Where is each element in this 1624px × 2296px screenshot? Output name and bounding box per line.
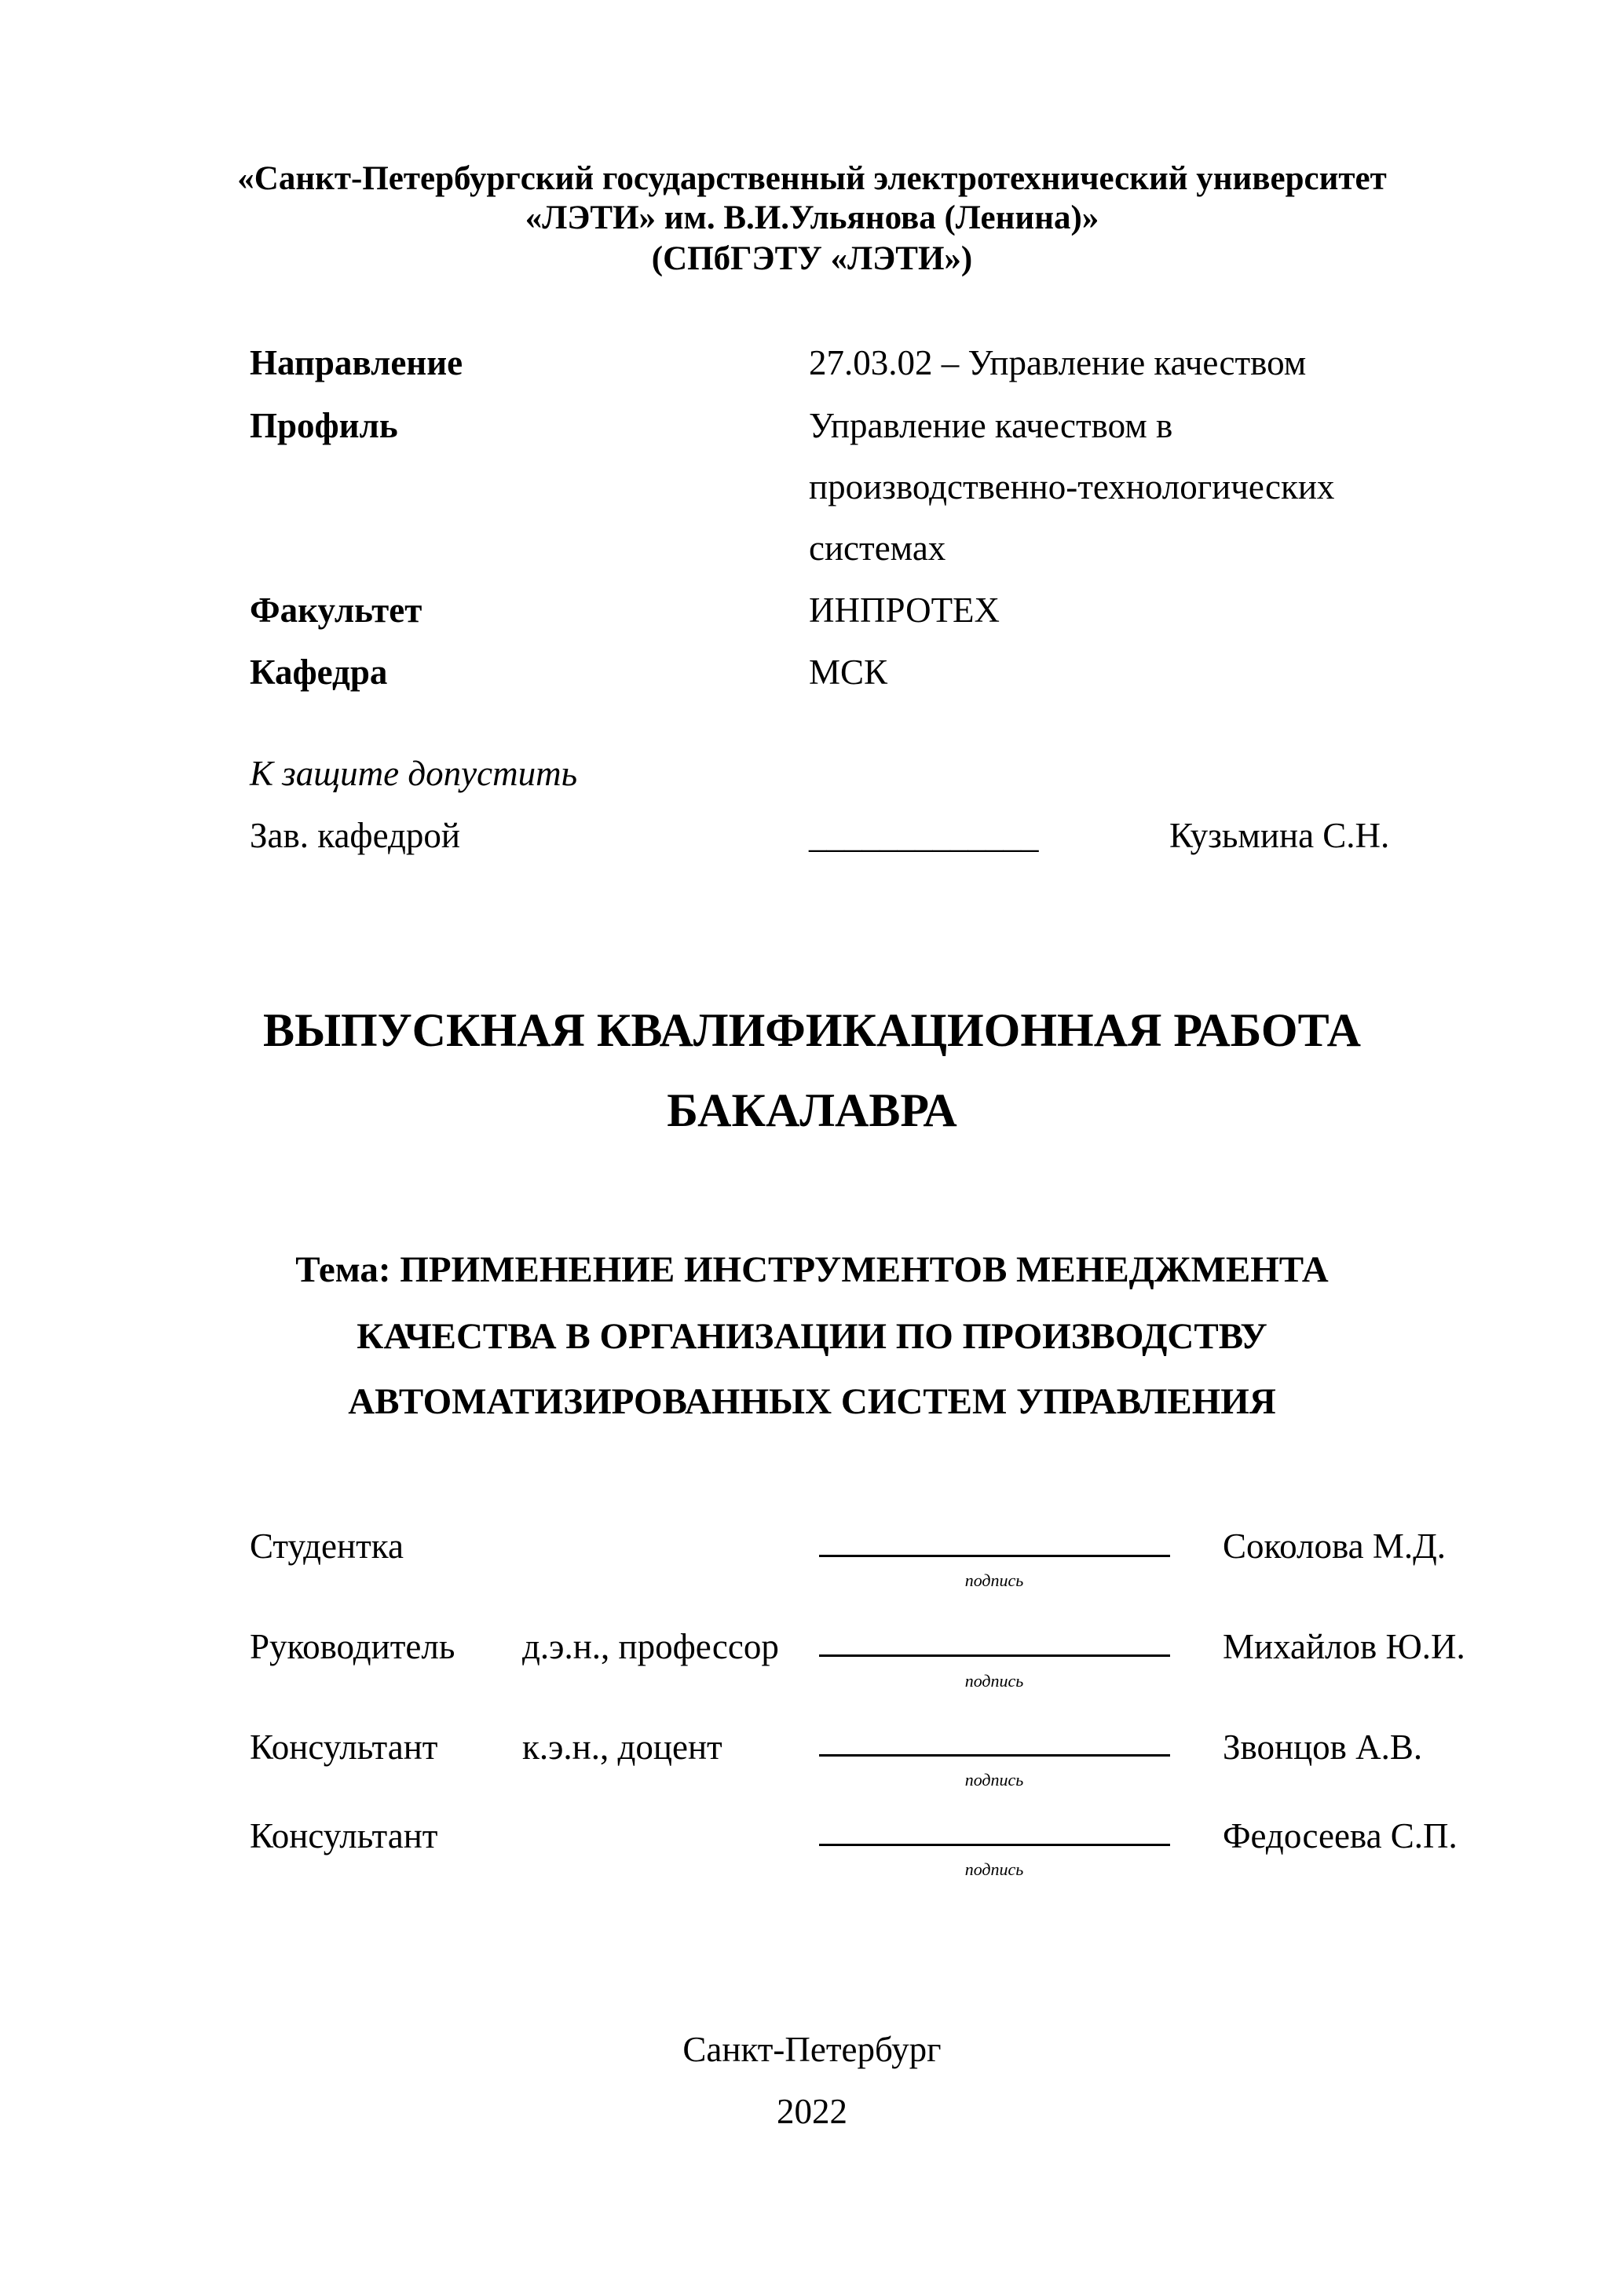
signature-role: Студентка	[250, 1526, 404, 1566]
faculty-value: ИНПРОТЕХ	[809, 590, 1000, 630]
signature-degree: д.э.н., профессор	[522, 1627, 779, 1666]
profile-value-line2: производственно-технологических	[809, 467, 1335, 506]
signature-role: Консультант	[250, 1816, 438, 1855]
signature-caption: подпись	[964, 1770, 1024, 1790]
signature-caption: подпись	[964, 1859, 1024, 1879]
approval-signature-blank: _____________	[809, 816, 1039, 855]
university-name-line1: «Санкт-Петербургский государственный электротехнический университет	[237, 160, 1387, 197]
theme-line2: КАЧЕСТВА В ОРГАНИЗАЦИИ ПО ПРОИЗВОДСТВУ	[357, 1316, 1267, 1357]
direction-label: Направление	[250, 343, 463, 382]
theme-line3: АВТОМАТИЗИРОВАННЫХ СИСТЕМ УПРАВЛЕНИЯ	[348, 1381, 1276, 1422]
footer-year: 2022	[777, 2092, 847, 2131]
university-abbreviation: (СПбГЭТУ «ЛЭТИ»)	[651, 240, 973, 277]
signature-role: Руководитель	[250, 1627, 455, 1666]
footer-city: Санкт-Петербург	[682, 2030, 942, 2069]
university-name-line2: «ЛЭТИ» им. В.И.Ульянова (Ленина)»	[525, 199, 1099, 236]
signature-line	[819, 1844, 1170, 1846]
signature-line	[819, 1654, 1170, 1657]
document-title-line2: БАКАЛАВРА	[667, 1084, 957, 1136]
signature-line	[819, 1555, 1170, 1557]
signature-caption: подпись	[964, 1671, 1024, 1691]
signature-role: Консультант	[250, 1727, 438, 1767]
direction-value: 27.03.02 – Управление качеством	[809, 343, 1307, 382]
faculty-label: Факультет	[250, 590, 422, 630]
profile-value-line3: системах	[809, 528, 946, 568]
profile-value-line1: Управление качеством в	[809, 406, 1173, 445]
document-title-line1: ВЫПУСКНАЯ КВАЛИФИКАЦИОННАЯ РАБОТА	[263, 1004, 1361, 1056]
department-value: МСК	[809, 653, 888, 692]
signature-degree: к.э.н., доцент	[522, 1727, 722, 1767]
signature-name: Звонцов А.В.	[1223, 1727, 1423, 1767]
theme-line1: Тема: ПРИМЕНЕНИЕ ИНСТРУМЕНТОВ МЕНЕДЖМЕНТА	[295, 1249, 1329, 1290]
approval-role: Зав. кафедрой	[250, 816, 460, 855]
approval-caption: К защите допустить	[250, 754, 578, 793]
signature-name: Михайлов Ю.И.	[1223, 1627, 1465, 1666]
signature-name: Федосеева С.П.	[1223, 1816, 1458, 1855]
signature-caption: подпись	[964, 1570, 1024, 1590]
signature-line	[819, 1754, 1170, 1757]
approval-name: Кузьмина С.Н.	[1169, 816, 1390, 855]
signature-name: Соколова М.Д.	[1223, 1526, 1447, 1566]
profile-label: Профиль	[250, 406, 398, 445]
department-label: Кафедра	[250, 653, 388, 692]
